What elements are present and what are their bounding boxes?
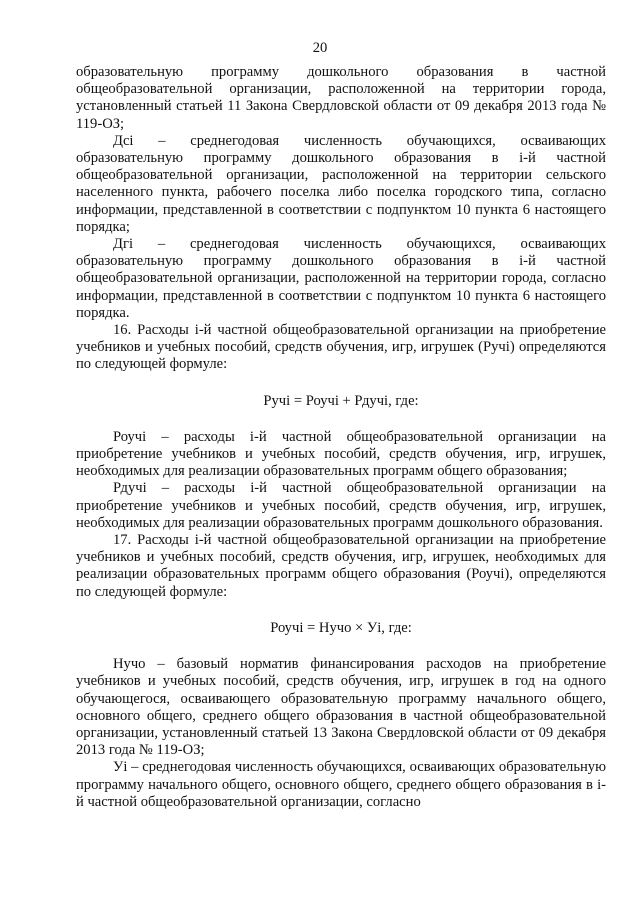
formula-ruchi: Ручi = Роучi + Рдучi, где:	[263, 392, 419, 409]
paragraph-rduchi-definition: Рдучi – расходы i-й частной общеобразовательной организации на приобретение учебников и учебных пособий, средств обучения, игр, игрушек, необходимых для реализации образовательных программ дошкольного образования.	[76, 480, 606, 531]
formula-rouchi: Роучi = Нучо × Уi, где:	[270, 619, 412, 636]
paragraph-item-16: 16. Расходы i-й частной общеобразовательной организации на приобретение учебников и учебных пособий, средств обучения, игр, игрушек (Ручi) определяются по следующей формуле:	[76, 322, 606, 373]
page-number: 20	[312, 40, 328, 56]
paragraph-dgi-definition: Дгi – среднегодовая численность обучающихся, осваивающих образовательную программу дошкольного образования в i-й частной общеобразовательной организации, расположенной на территории города, согласно информации, представленной в соответствии с подпунктом 10 пункта 6 настоящего порядка.	[76, 236, 606, 321]
paragraph-dsi-definition: Дсi – среднегодовая численность обучающихся, осваивающих образовательную программу дошкольного образования в i-й частной общеобразовательной организации, расположенной на территории сельского населенного пункта, рабочего поселка либо поселка городского типа, согласно информации, представленной в соответствии с подпунктом 10 пункта 6 настоящего порядка;	[76, 132, 606, 235]
paragraph-item-17: 17. Расходы i-й частной общеобразовательной организации на приобретение учебников и учебных пособий, средств обучения, игр, игрушек, необходимых для реализации образовательных программ общего образования (Роучi), определяются по следующей формуле:	[76, 532, 606, 600]
document-body	[76, 64, 606, 811]
paragraph-ui-definition: Уi – среднегодовая численность обучающихся, осваивающих образовательную программу начального общего, основного общего, среднего общего образования в i-й частной общеобразовательной организации, согласно	[76, 759, 606, 810]
paragraph-nucho-definition: Нучо – базовый норматив финансирования расходов на приобретение учебников и учебных пособий, средств обучения, игр, игрушек в год на одного обучающегося, осваивающего образовательную программу начального общего, основного общего, среднего общего образования в частной общеобразовательной организации, установленный статьей 13 Закона Свердловской области от 09 декабря 2013 года № 119-ОЗ;	[76, 656, 606, 759]
paragraph-rouchi-definition: Роучi – расходы i-й частной общеобразовательной организации на приобретение учебников и учебных пособий, средств обучения, игр, игрушек, необходимых для реализации образовательных программ общего образования;	[76, 428, 606, 480]
paragraph-continuation: образовательную программу дошкольного образования в частной общеобразовательной организации, расположенной на территории города, установленный статьей 11 Закона Свердловской области от 09 декабря 2013 года № 119-ОЗ;	[76, 64, 606, 132]
